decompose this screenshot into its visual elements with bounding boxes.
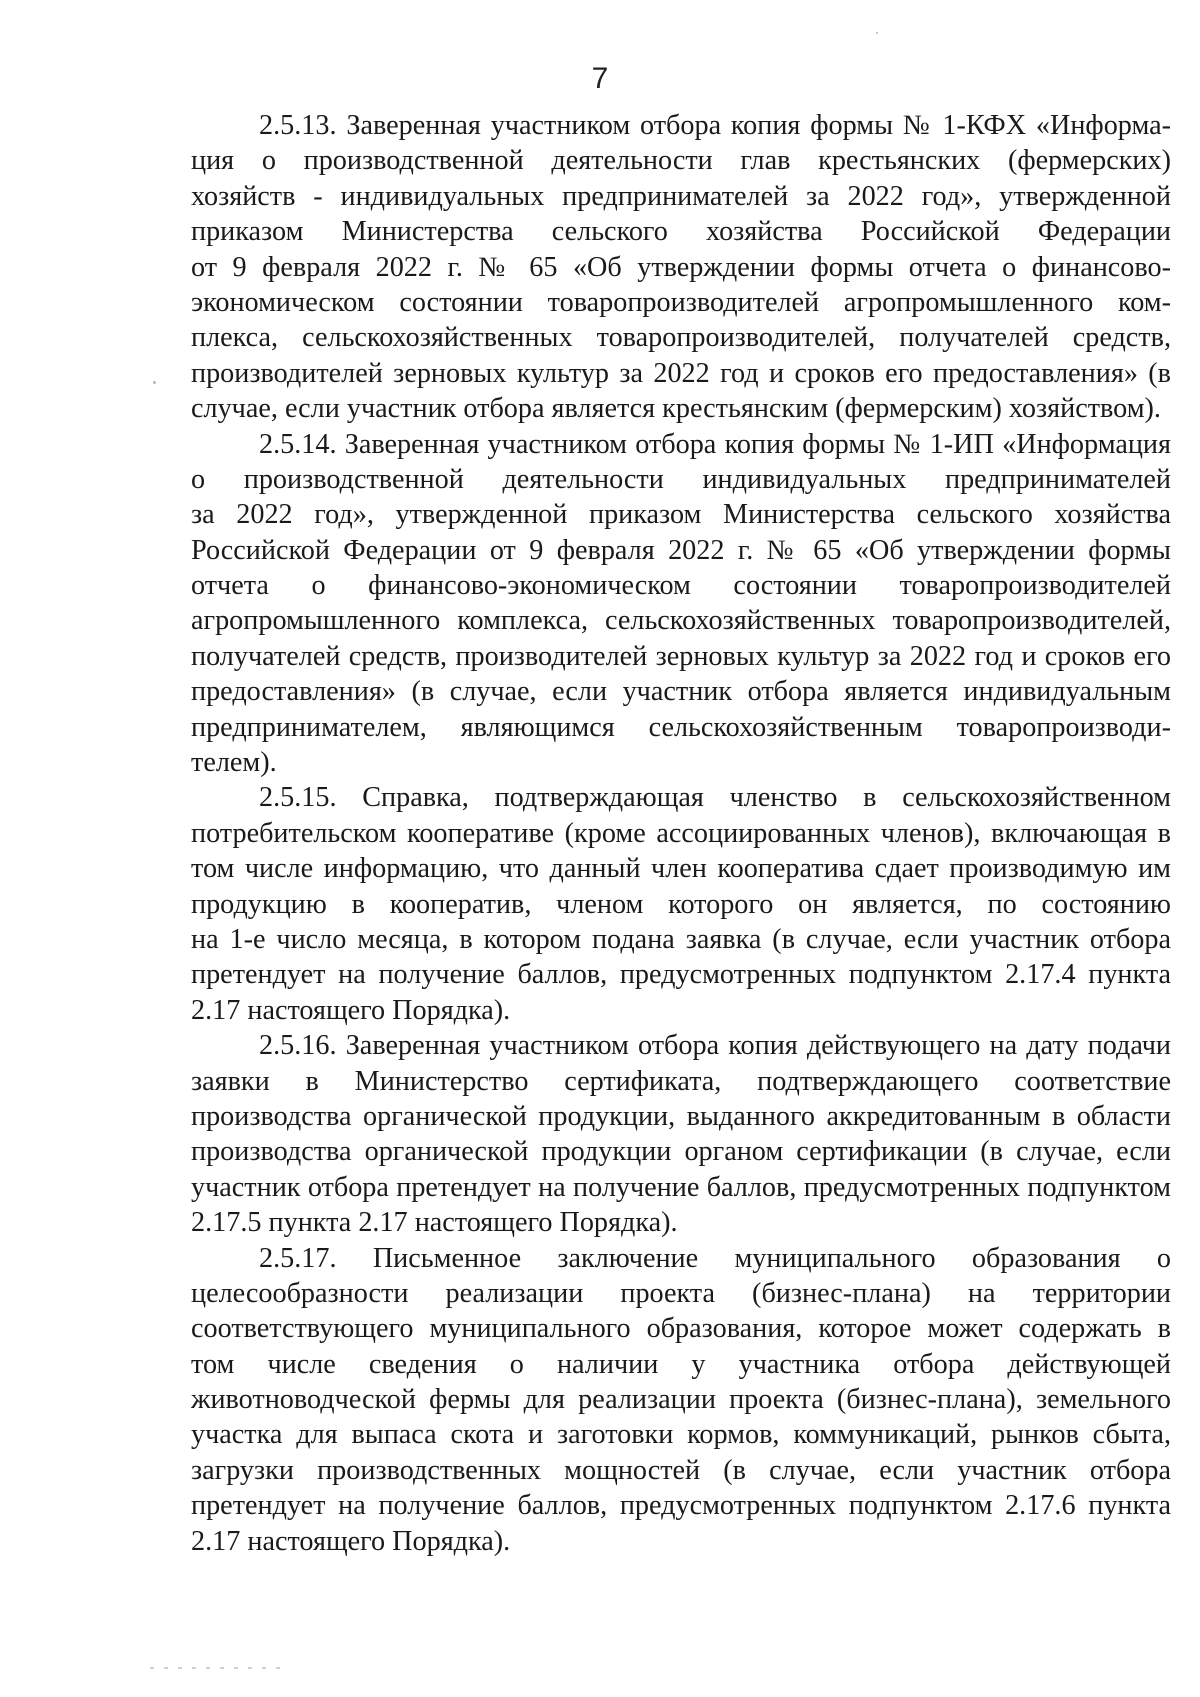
paragraph-line: ция о производственной деятельности глав крестьянских (фермерских) xyxy=(191,145,1171,177)
paragraph-line: заявки в Министерство сертификата, подтверждающего соответствие xyxy=(191,1065,1171,1097)
scan-speck xyxy=(153,381,156,384)
paragraph-line: предпринимателем, являющимся сельскохозяйственным товаропроизводи- xyxy=(191,711,1171,743)
paragraph-line: претендует на получение баллов, предусмотренных подпунктом 2.17.4 пункта xyxy=(191,959,1171,991)
paragraph-line: агропромышленного комплекса, сельскохозяйственных товаропроизводителей, xyxy=(191,605,1171,637)
paragraph-line: продукцию в кооператив, членом которого он является, по состоянию xyxy=(191,888,1171,920)
paragraph-line: соответствующего муниципального образования, которое может содержать в xyxy=(191,1313,1171,1345)
scan-speck xyxy=(876,32,878,34)
paragraph-line: 2.5.16. Заверенная участником отбора копия действующего на дату подачи xyxy=(259,1030,1171,1062)
paragraph-line: на 1-е число месяца, в котором подана заявка (в случае, если участник отбора xyxy=(191,923,1171,955)
paragraph-line: экономическом состоянии товаропроизводителей агропромышленного ком- xyxy=(191,286,1171,318)
paragraph-line: хозяйств - индивидуальных предпринимателей за 2022 год», утвержденной xyxy=(191,180,1171,212)
paragraph-line: от 9 февраля 2022 г. № 65 «Об утверждении формы отчета о финансово- xyxy=(191,251,1171,283)
paragraph-line: за 2022 год», утвержденной приказом Министерства сельского хозяйства xyxy=(191,499,1171,531)
paragraph-line: о производственной деятельности индивидуальных предпринимателей xyxy=(191,463,1171,495)
paragraph-line: 2.17 настоящего Порядка). xyxy=(191,994,511,1026)
paragraph-line: отчета о финансово-экономическом состоянии товаропроизводителей xyxy=(191,570,1171,602)
paragraph-line: случае, если участник отбора является крестьянским (фермерским) хозяйством). xyxy=(191,393,1161,425)
paragraph-line: 2.5.14. Заверенная участником отбора копия формы № 1-ИП «Информация xyxy=(259,428,1171,460)
paragraph-line: 2.17.5 пункта 2.17 настоящего Порядка). xyxy=(191,1207,678,1239)
paragraph-line: плекса, сельскохозяйственных товаропроизводителей, получателей средств, xyxy=(191,322,1171,354)
paragraph-line: 2.5.15. Справка, подтверждающая членство в сельскохозяйственном xyxy=(259,782,1171,814)
paragraph-line: производителей зерновых культур за 2022 год и сроков его предоставления» (в xyxy=(191,357,1171,389)
paragraph-line: 2.5.17. Письменное заключение муниципального образования о xyxy=(259,1242,1171,1274)
paragraph-line: телем). xyxy=(191,747,277,779)
paragraph-2-5-16 xyxy=(191,1028,1171,1240)
paragraph-line: загрузки производственных мощностей (в случае, если участник отбора xyxy=(191,1454,1171,1486)
paragraph-line: Российской Федерации от 9 февраля 2022 г. № 65 «Об утверждении формы xyxy=(191,534,1171,566)
scan-artifact xyxy=(150,1667,290,1669)
paragraph-line: приказом Министерства сельского хозяйства Российской Федерации xyxy=(191,216,1171,248)
paragraph-line: производства органической продукции органом сертификации (в случае, если xyxy=(191,1136,1171,1168)
paragraph-2-5-13 xyxy=(191,108,1171,427)
paragraph-line: потребительском кооперативе (кроме ассоциированных членов), включающая в xyxy=(191,817,1171,849)
paragraph-line: 2.17 настоящего Порядка). xyxy=(191,1525,511,1557)
paragraph-line: участка для выпаса скота и заготовки кормов, коммуникаций, рынков сбыта, xyxy=(191,1419,1171,1451)
document-body xyxy=(191,108,1171,1559)
paragraph-line: получателей средств, производителей зерновых культур за 2022 год и сроков его xyxy=(191,640,1171,672)
paragraph-line: претендует на получение баллов, предусмотренных подпунктом 2.17.6 пункта xyxy=(191,1490,1171,1522)
paragraph-line: животноводческой фермы для реализации проекта (бизнес-плана), земельного xyxy=(191,1384,1171,1416)
paragraph-line: 2.5.13. Заверенная участником отбора копия формы № 1-КФХ «Информа- xyxy=(259,110,1171,141)
paragraph-line: том числе информацию, что данный член кооператива сдает производимую им xyxy=(191,853,1171,885)
paragraph-line: производства органической продукции, выданного аккредитованным в области xyxy=(191,1100,1171,1132)
paragraph-2-5-15 xyxy=(191,780,1171,1028)
paragraph-2-5-17 xyxy=(191,1241,1171,1560)
paragraph-line: предоставления» (в случае, если участник отбора является индивидуальным xyxy=(191,676,1171,708)
paragraph-line: том числе сведения о наличии у участника отбора действующей xyxy=(191,1348,1171,1380)
paragraph-2-5-14 xyxy=(191,427,1171,781)
page-number: 7 xyxy=(591,62,609,95)
paragraph-line: участник отбора претендует на получение баллов, предусмотренных подпунктом xyxy=(191,1171,1171,1203)
paragraph-line: целесообразности реализации проекта (бизнес-плана) на территории xyxy=(191,1277,1171,1309)
